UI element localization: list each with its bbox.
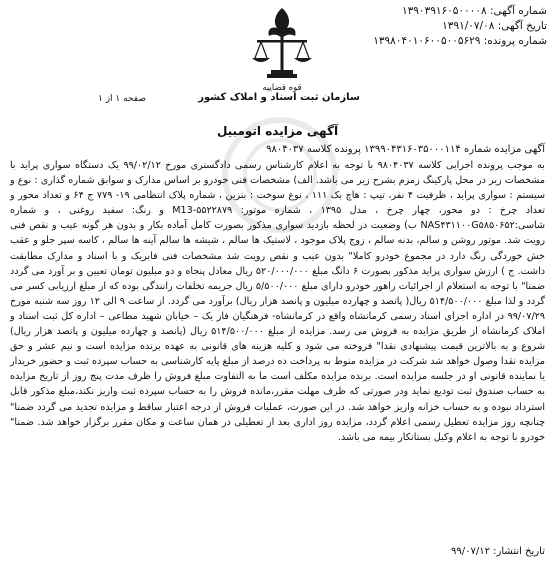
notice-title: آگهی مزایده اتومبیل <box>216 124 339 138</box>
scales-of-justice-icon <box>247 4 317 82</box>
emblem-caption: قوه قضاییه <box>262 83 302 93</box>
notice-date: تاریخ آگهی: ۱۳۹۱/۰۷/۰۸ <box>442 20 547 32</box>
notice-metadata <box>347 4 547 49</box>
page-number: صفحه ۱ از ۱ <box>98 94 146 104</box>
notice-body: به موجب پرونده اجرایی کلاسه ۹۸۰۴۰۳۷ با توجه به اعلام کارشناس رسمی دادگستری مورخ ۹۹/۰۲/۱۲ یک دستگاه سواری پراید با مشخصات زیر در محل پارکینگ زمزم بشرح زیر می باشد. الف) مشخصات فنی خودرو بر اساس مدارک و سوابق شماره گذاری : نوع و سیستم : سواری پراید ، ظرفیت ۴ نفر، تیپ : هاچ بک ۱۱۱ ، نوع سوخت : بنزین ، شماره پلاک انتظامی ۱۹- ۷۷۹ ج ۶۴ و تعداد محور و تعداد چرخ : دو محور، چهار چرخ ، مدل ۱۳۹۵ ، شماره موتور: M13-۵۵۲۲۸۷۹ و رنگ: سفید روغنی ، و شماره شاسی:NAS۴۳۱۱۰۰G۵۸۵۰۶۵۲ ب) وضعیت در لحظه بازدید سواری مذکور بصورت کامل آماده بکار و بدون هر گونه عیب و نقص فنی رویت شد. موتور روشن و سالم، بدنه سالم ، زوج پلاک موجود ، لاستیک ها سالم ، شیشه ها سالم آینه ها سالم ، کاسه سپر جلو و عقب خش خوردگی رنگ دارد در مجموع خودرو کاملا" بدون عیب و نقص رویت شد مشخصات فنی فابریک و با اسناد و مدارک مطابقت داشت. ج ) ارزش سواری پراید مذکور بصورت ۶ دانگ مبلغ ۵۲۰/۰۰۰/۰۰۰ ریال معادل پنجاه و دو میلیون تومان تعیین و بر آورد می گردد ضمنا" با توجه به استعلام از اجرائیات راهور خودرو دارای مبلغ ۵/۵۰۰/۰۰۰ ریال جریمه تخلفات رانندگی بوده که از مبلغ ارزیابی کسر می گردد و لذا مبلغ ۵۱۴/۵۰۰/۰۰۰ ریال( پانصد و چهارده میلیون و پانصد هزار ریال) برآورد می گردد. از ساعت ۹ الی ۱۲ روز سه شنبه مورخ ۹۹/۰۷/۲۹ در اداره اجرای اسناد رسمی کرمانشاه واقع در کرمانشاه- فرهنگیان فاز یک – خیابان شهید مطاعی – اداره کل ثبت اسناد و املاک کرمانشاه از طریق مزایده به فروش می رسد. مزایده از مبلغ ۵۱۴/۵۰۰/۰۰۰ ریال (پانصد و چهارده میلیون و پانصد هزار ریال) شروع و به بالاترین قیمت پیشنهادی نقدا" فروخته می شود و کلیه هزینه های قانونی به عهده برنده مزایده است و نیم عشر و حق مزایده نقدا وصول خواهد شد شرکت در مزایده منوط به پرداخت ده درصد از مبلغ پایه کارشناسی به حساب سپرده ثبت و حضور خریدار یا نماینده قانونی او در جلسه مزایده است. برنده مزایده مکلف است ما به التفاوت مبلغ فروش را ظرف مدت پنج روز از تاریخ مزایده به حساب صندوق ثبت تودیع نماید ودر صورتی که ظرف مهلت مقرر،مانده فروش را به حساب سپرده ثبت واریز نکند،مبلغ مذکور قابل استرداد نبوده و به حساب خزانه واریز خواهد شد. در این صورت، عملیات فروش از درجه اعتبار ساقط و مزایده تجدید می گردد ضمنا" چنانچه روز مزایده تعطیل رسمی اعلام گردد، مزایده روز اداری بعد از تعطیلی در همان ساعت و مکان مقرر برگزار خواهد شد. ضمنا" خودرو با توجه به اعلام وکیل بستانکار بیمه می باشد. <box>10 160 546 443</box>
judiciary-emblem <box>232 4 332 104</box>
notice-subtitle: آگهی مزایده شماره ۱۳۹۹۰۴۳۱۶۰۳۵۰۰۰۱۱۴ پرونده کلاسه ۹۸۰۴۰۳۷ <box>266 144 545 155</box>
publication-date: تاریخ انتشار: ۹۹/۰۷/۱۲ <box>451 546 545 557</box>
notice-number: شماره آگهی: ۱۳۹۰۳۹۱۶۰۵۰۰۰۰۸ <box>402 5 547 17</box>
organization-name: سازمان ثبت اسناد و املاک کشور <box>198 92 360 103</box>
case-number: شماره پرونده: ۱۳۹۸۰۴۰۱۰۶۰۰۵۰۰۵۶۲۹ <box>373 35 547 47</box>
